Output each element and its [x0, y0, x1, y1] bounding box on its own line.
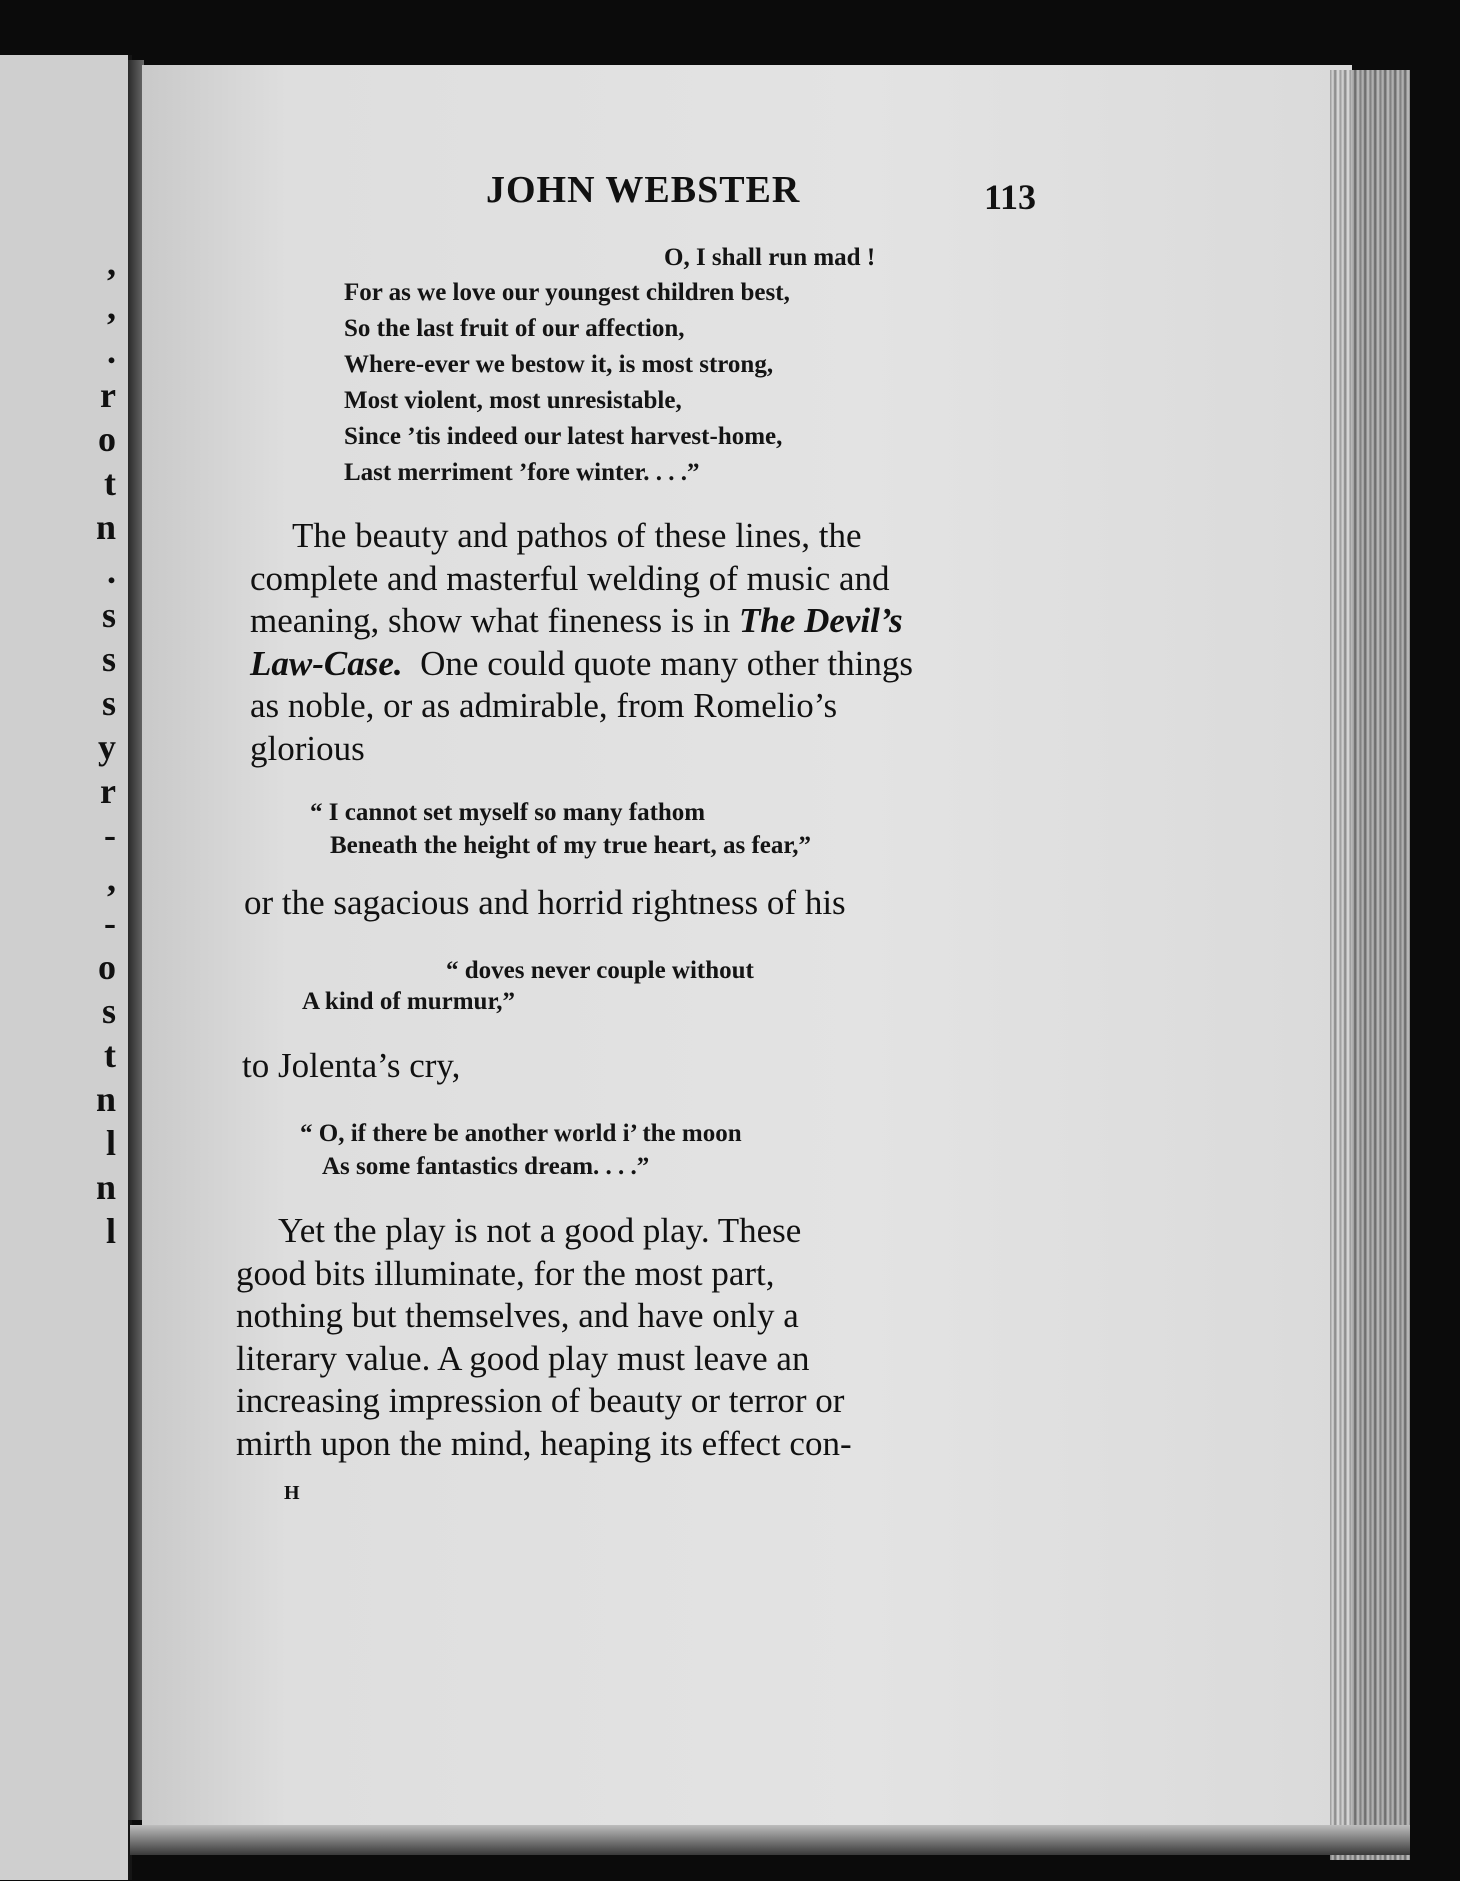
verse-line: Most violent, most unresistable,	[344, 387, 682, 414]
bridge-text: to Jolenta’s cry,	[242, 1046, 461, 1085]
page-bottom-edge	[130, 1825, 1410, 1855]
verse-line: Since ’tis indeed our latest harvest-home,	[344, 423, 783, 450]
verse-line: So the last fruit of our affection,	[344, 315, 685, 342]
left-page-fragment: o	[98, 947, 116, 987]
left-page-fragment: o	[98, 419, 116, 459]
left-facing-page	[0, 55, 132, 1880]
text-line: complete and masterful welding of music and	[250, 558, 890, 598]
text-segment: One could quote many other things	[420, 643, 913, 683]
page-number: 113	[984, 177, 1037, 217]
left-page-fragment: y	[98, 727, 116, 767]
text-line: increasing impression of beauty or terror or	[236, 1381, 845, 1420]
left-page-fragment: .	[107, 331, 116, 371]
verse-line: Last merriment ’fore winter. . . .”	[344, 459, 700, 486]
left-page-fragment: s	[101, 639, 116, 679]
page-edges	[1330, 70, 1410, 1860]
left-page-fragment: l	[105, 1123, 116, 1163]
left-page-fragment: s	[101, 683, 116, 723]
left-page-fragment: -	[104, 815, 116, 855]
left-page-fragment: l	[105, 1211, 116, 1251]
verse-line: O, I shall run mad !	[664, 244, 876, 271]
text-line: mirth upon the mind, heaping its effect con-	[236, 1423, 852, 1463]
verse-line: Beneath the height of my true heart, as fear,”	[330, 832, 811, 859]
left-page-fragment: ,	[107, 243, 116, 283]
signature-mark: H	[284, 1482, 300, 1504]
text-line: good bits illuminate, for the most part,	[236, 1253, 775, 1293]
title-italic: The Devil’s	[738, 601, 903, 640]
running-head: JOHN WEBSTER	[486, 169, 801, 211]
paragraph	[236, 1210, 1022, 1465]
verse-line: Where-ever we bestow it, is most strong,	[344, 351, 774, 378]
title-italic: Law-Case.	[250, 643, 403, 683]
verse-line: For as we love our youngest children best,	[344, 279, 790, 306]
text-line	[250, 643, 1040, 686]
verse-line: As some fantastics dream. . . .”	[322, 1153, 650, 1180]
text-line	[250, 600, 1040, 643]
text-line: The beauty and pathos of these lines, the	[292, 516, 862, 555]
bridge-text: or the sagacious and horrid rightness of his	[244, 883, 846, 922]
left-page-fragment: s	[101, 991, 116, 1031]
text-line: as noble, or as admirable, from Romelio’s	[250, 686, 838, 725]
book-page	[142, 65, 1352, 1830]
text-line: literary value. A good play must leave an	[236, 1338, 810, 1378]
text-line: nothing but themselves, and have only a	[236, 1296, 799, 1335]
left-page-fragment: -	[104, 903, 116, 943]
verse-line: A kind of murmur,”	[302, 988, 516, 1015]
text-segment: meaning, show what fineness is in	[250, 601, 731, 640]
left-page-fragment: n	[95, 1167, 116, 1207]
left-page-fragment: ,	[107, 287, 116, 327]
left-page-fragment: n	[95, 507, 116, 547]
paragraph	[250, 515, 1040, 770]
left-page-fragment: r	[100, 375, 116, 415]
left-page-fragment: ,	[107, 859, 116, 899]
left-page-fragment: t	[104, 463, 116, 503]
left-page-fragment: s	[101, 595, 116, 635]
text-line: Yet the play is not a good play. These	[278, 1211, 802, 1250]
verse-line: “ doves never couple without	[446, 957, 754, 984]
left-page-fragment: .	[107, 551, 116, 591]
verse-line: “ O, if there be another world i’ the moon	[300, 1120, 742, 1147]
left-page-fragment: n	[95, 1079, 116, 1119]
left-page-fragment: r	[100, 771, 116, 811]
left-page-fragment: t	[104, 1035, 116, 1075]
verse-line: “ I cannot set myself so many fathom	[310, 799, 706, 826]
text-line: glorious	[250, 728, 365, 768]
